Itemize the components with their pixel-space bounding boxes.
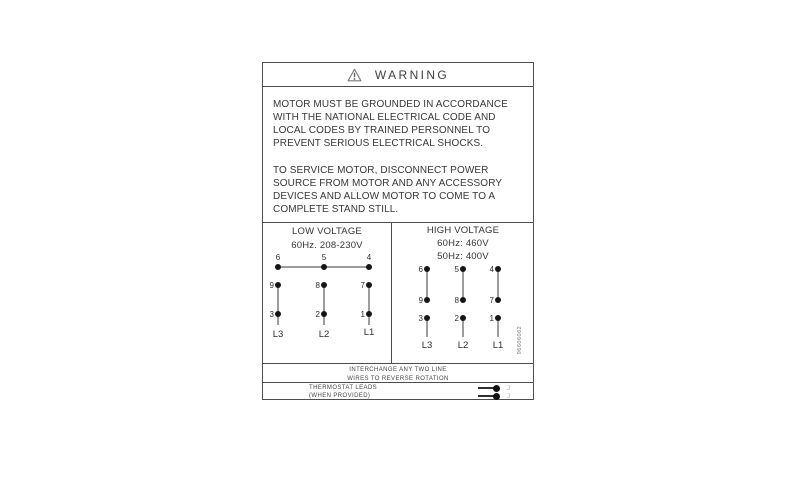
lead-marker: J [507,384,511,392]
line-label: L2 [318,329,330,340]
high-voltage-subtitle-60hz: 60Hz: 460V [437,238,489,249]
terminal-dot [460,266,466,272]
terminal-dot [424,297,430,303]
terminal-dot [321,311,327,317]
thermostat-lead-dot [493,393,500,400]
line-label: L3 [272,329,284,340]
terminal-dot [495,297,501,303]
terminal-number: 8 [454,296,459,305]
high-voltage-subtitle-50hz: 50Hz: 400V [437,251,489,262]
warning-text-line: WITH THE NATIONAL ELECTRICAL CODE AND [273,112,496,123]
terminal-number: 9 [269,281,274,290]
terminal-dot [366,311,372,317]
terminal-dot [366,264,372,270]
terminal-dot [495,266,501,272]
service-warning-paragraph [273,164,523,216]
terminal-dot [460,315,466,321]
line-label: L1 [363,327,375,338]
terminal-number: 3 [418,314,423,323]
thermostat-leads-row [263,382,533,399]
warning-text-line: TO SERVICE MOTOR, DISCONNECT POWER [273,165,489,176]
terminal-dot [321,264,327,270]
terminal-dot [275,282,281,288]
grounding-warning-paragraph [273,98,523,150]
terminal-number: 2 [315,310,320,319]
wire-line-vertical [426,269,428,300]
terminal-dot [321,282,327,288]
line-label: L2 [457,340,469,351]
low-voltage-title: LOW VOLTAGE [292,226,362,237]
lead-marker: J [507,392,511,400]
terminal-dot [424,315,430,321]
wire-line-vertical [497,269,499,300]
terminal-dot [366,282,372,288]
terminal-number: 6 [418,265,423,274]
terminal-number: 1 [489,314,494,323]
terminal-number: 2 [454,314,459,323]
terminal-number: 4 [366,253,372,262]
warning-header [263,63,533,87]
warning-text-line: LOCAL CODES BY TRAINED PERSONNEL TO [273,125,491,136]
thermostat-lead-dot [493,385,500,392]
terminal-dot [275,311,281,317]
wire-line-vertical [323,285,325,325]
warning-triangle-icon [347,68,362,82]
warning-text-line: DEVICES AND ALLOW MOTOR TO COME TO A [273,191,496,202]
terminal-number: 9 [418,296,423,305]
terminal-number: 3 [269,310,274,319]
warning-text-line: SOURCE FROM MOTOR AND ANY ACCESSORY [273,178,503,189]
warning-text-block [263,86,533,216]
terminal-number: 8 [315,281,320,290]
warning-text-line: MOTOR MUST BE GROUNDED IN ACCORDANCE [273,99,508,110]
terminal-dot [495,315,501,321]
terminal-number: 7 [489,296,494,305]
motor-warning-label [262,62,534,400]
low-voltage-subtitle: 60Hz. 208-230V [291,240,363,251]
warning-text-line: COMPLETE STAND STILL. [273,204,399,215]
terminal-number: 5 [321,253,327,262]
wiring-diagram-section [263,222,533,364]
terminal-dot [275,264,281,270]
terminal-number: 6 [275,253,281,262]
rotation-note-line: WIRES TO REVERSE ROTATION [347,376,449,382]
thermostat-leads-text: THERMOSTAT LEADS [309,385,378,391]
terminal-dot [424,266,430,272]
line-label: L3 [421,340,433,351]
line-label: L1 [492,340,504,351]
warning-title: WARNING [374,67,450,82]
rotation-note-line: INTERCHANGE ANY TWO LINE [349,367,447,373]
terminal-number: 5 [454,265,459,274]
terminal-number: 4 [489,265,494,274]
wire-line-vertical [462,269,464,300]
wire-line-vertical [277,285,279,325]
terminal-number: 1 [360,310,365,319]
terminal-dot [460,297,466,303]
wire-line-vertical [368,285,370,325]
high-voltage-title: HIGH VOLTAGE [426,225,500,236]
warning-text-line: PREVENT SERIOUS ELECTRICAL SHOCKS. [273,138,484,149]
thermostat-provided-text: (WHEN PROVIDED) [309,393,371,399]
part-number: 96606062 [517,325,523,355]
terminal-number: 7 [360,281,365,290]
